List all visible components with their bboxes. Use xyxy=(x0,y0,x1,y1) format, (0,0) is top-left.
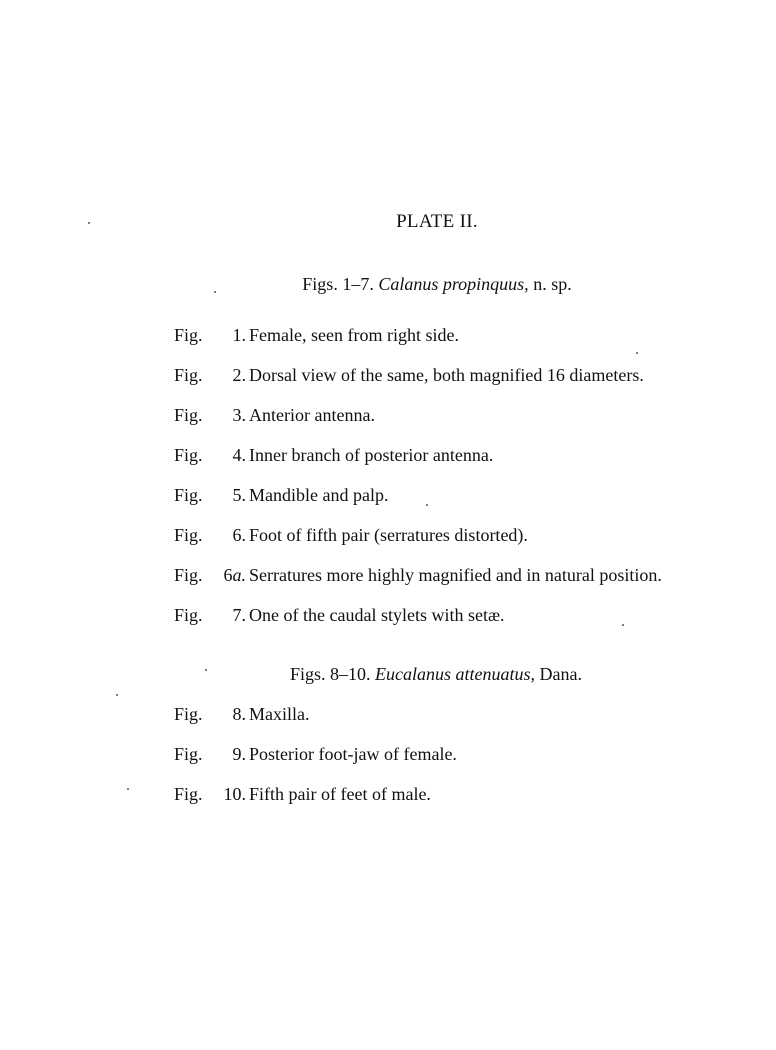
figure-label: Fig. xyxy=(174,704,203,724)
figure-number: 2. xyxy=(232,365,246,385)
figure-number: 4. xyxy=(232,445,246,465)
scan-speck xyxy=(127,788,129,790)
figure-entry xyxy=(174,744,754,784)
figure-number: 6. xyxy=(232,525,246,545)
figure-description: Mandible and palp. xyxy=(249,485,389,505)
figure-description: Posterior foot-jaw of female. xyxy=(249,744,457,764)
figure-entry xyxy=(174,784,754,824)
figure-entry xyxy=(174,365,754,405)
figure-number: 9. xyxy=(232,744,246,764)
figure-range: Figs. 1–7. xyxy=(302,274,374,294)
figure-entry xyxy=(174,445,754,485)
figure-label: Fig. xyxy=(174,325,203,345)
figure-number: 10. xyxy=(223,784,246,804)
figure-description: Foot of fifth pair (serratures distorted). xyxy=(249,525,528,545)
figure-number: 5. xyxy=(232,485,246,505)
plate-title: PLATE II. xyxy=(396,211,478,232)
figure-description: Fifth pair of feet of male. xyxy=(249,784,431,804)
figure-entry xyxy=(174,325,754,365)
figure-description: Maxilla. xyxy=(249,704,310,724)
section-heading-eucalanus xyxy=(0,664,776,685)
figure-list-eucalanus xyxy=(174,704,754,824)
figure-number xyxy=(216,565,248,586)
species-name: Eucalanus attenuatus, xyxy=(375,664,536,684)
species-authority: n. sp. xyxy=(533,274,572,294)
figure-label: Fig. xyxy=(174,485,203,505)
figure-label: Fig. xyxy=(174,405,203,425)
figure-number-suffix: a. xyxy=(232,565,246,585)
figure-label: Fig. xyxy=(174,744,203,764)
figure-number-digit: 6 xyxy=(223,565,233,585)
figure-entry xyxy=(174,525,754,565)
figure-label: Fig. xyxy=(174,525,203,545)
scan-speck xyxy=(426,504,428,506)
figure-number: 7. xyxy=(232,605,246,625)
figure-description: Inner branch of posterior antenna. xyxy=(249,445,494,465)
figure-range: Figs. 8–10. xyxy=(289,664,371,684)
scan-speck xyxy=(116,694,118,696)
figure-number: 8. xyxy=(232,704,246,724)
figure-label: Fig. xyxy=(174,445,203,465)
figure-description: One of the caudal stylets with setæ. xyxy=(249,605,505,625)
scan-speck xyxy=(622,624,624,626)
scan-speck xyxy=(214,291,216,293)
figure-entry xyxy=(174,405,754,445)
figure-entry xyxy=(174,704,754,744)
figure-entry xyxy=(174,605,754,645)
figure-label: Fig. xyxy=(174,605,203,625)
scan-speck xyxy=(88,222,90,224)
species-authority: Dana. xyxy=(539,664,582,684)
figure-number: 1. xyxy=(232,325,246,345)
scan-speck xyxy=(205,669,207,671)
figure-entry xyxy=(174,565,754,605)
scan-speck xyxy=(636,352,638,354)
figure-label: Fig. xyxy=(174,565,203,585)
figure-label: Fig. xyxy=(174,365,203,385)
figure-description: Serratures more highly magnified and in natural position. xyxy=(249,565,662,585)
figure-description: Anterior antenna. xyxy=(249,405,375,425)
figure-description: Dorsal view of the same, both magnified 16 diameters. xyxy=(249,365,644,385)
species-name: Calanus propinquus, xyxy=(378,274,529,294)
figure-label: Fig. xyxy=(174,784,203,804)
figure-entry xyxy=(174,485,754,525)
section-heading-calanus xyxy=(0,274,776,295)
figure-description: Female, seen from right side. xyxy=(249,325,459,345)
figure-list-calanus xyxy=(174,325,754,645)
figure-number: 3. xyxy=(232,405,246,425)
